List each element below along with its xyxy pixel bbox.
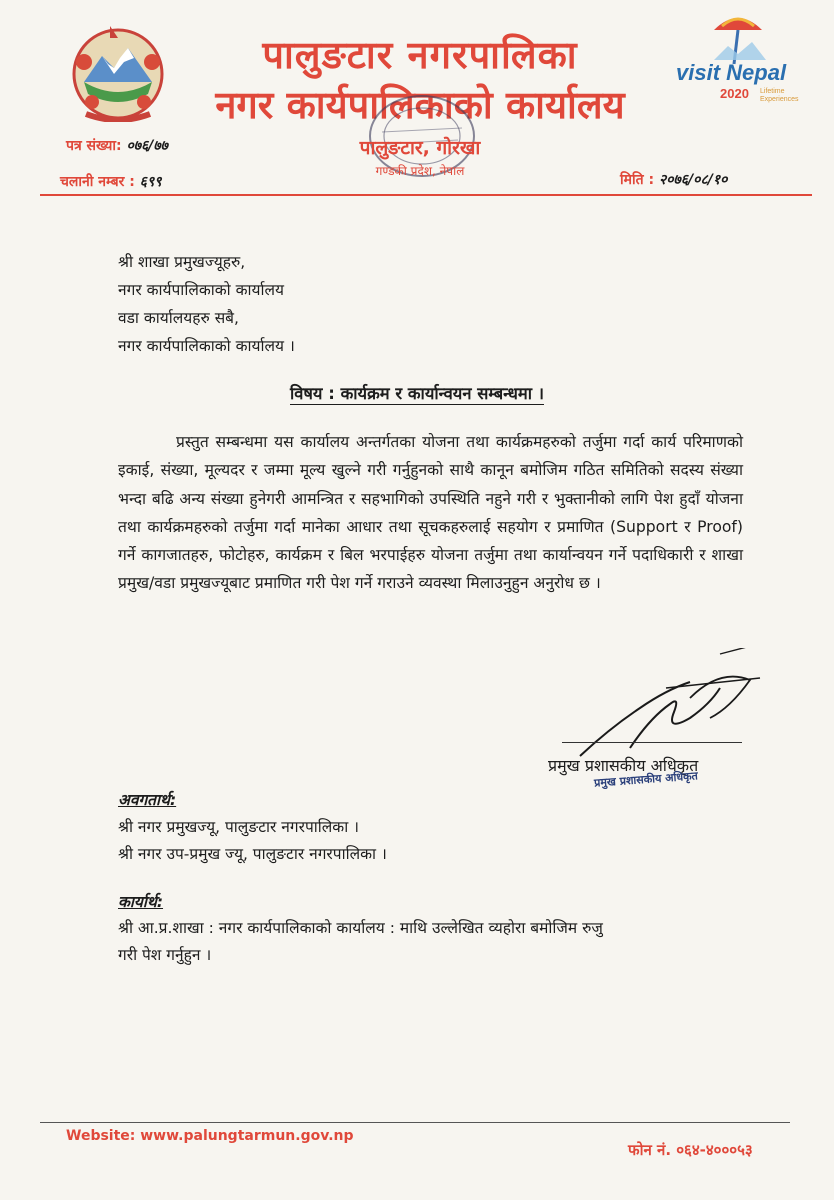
org-name: पालुङटार नगरपालिका bbox=[262, 33, 578, 77]
umbrella-icon bbox=[708, 8, 768, 68]
bodhartha-heading: अवगतार्थ: bbox=[118, 791, 177, 809]
office-name: नगर कार्यपालिकाको कार्यालय bbox=[215, 83, 625, 127]
subject-text: विषय : कार्यक्रम र कार्यान्वयन सम्बन्धमा । bbox=[289, 384, 545, 403]
header-rule bbox=[40, 194, 812, 196]
body-paragraph: प्रस्तुत सम्बन्धमा यस कार्यालय अन्तर्गतका योजना तथा कार्यक्रमहरुको तर्जुमा गर्दा कार्य परिमाणको इकाई, संख्या, मूल्यदर र जम्मा मूल्य खुल्ने गरी गर्नुहुनको साथै कानून बमोजिम गठित समितिको सदस्य संख्या भन्दा बढि अन्य संख्या हुनेगरी आमन्त्रित र सहभागिको उपस्थिति नहुने गरी र भुक्तानीको लागि पेश हुदाँ योजना तथा कार्यक्रमहरुको तर्जुमा गर्दा मानेका आधार तथा सूचकहरुलाई सहयोग र प्रमाणित (Support र Proof) गर्ने कागजातहरु, फोटोहरु, कार्यक्रम र बिल भरपाईहरु योजना तर्जुमा तथा कार्यान्वयन गर्ने पदाधिकारी र शाखा प्रमुख/वडा प्रमुखज्यूबाट प्रमाणित गरी पेश गर्ने गराउने व्यवस्था मिलाउनुहुन अनुरोध छ । bbox=[118, 433, 743, 593]
bodhartha-line: श्री नगर प्रमुखज्यू, पालुङटार नगरपालिका । bbox=[118, 818, 360, 836]
visit-tagline: Lifetime Experiences bbox=[760, 88, 799, 103]
addressee-line: श्री शाखा प्रमुखज्यूहरु, bbox=[118, 253, 246, 271]
miti-label: मिति : bbox=[620, 172, 655, 188]
karyartha-line: श्री आ.प्र.शाखा : नगर कार्यपालिकाको कार्यालय : माथि उल्लेखित व्यहोरा बमोजिम रुजु bbox=[118, 919, 603, 937]
visit-year: 2020 bbox=[720, 86, 749, 101]
chalani-value: ६९९ bbox=[139, 174, 162, 190]
office-place: पालुङटार, गोरखा bbox=[359, 137, 481, 159]
footer-rule bbox=[40, 1122, 790, 1123]
chalani-label: चलानी नम्बर : bbox=[60, 174, 135, 190]
office-province: गण्डकी प्रदेश, नेपाल bbox=[375, 164, 465, 178]
signature-line bbox=[562, 742, 742, 743]
signatory-stamp: प्रमुख प्रशासकीय अधिकृत bbox=[593, 769, 699, 790]
phone-number: फोन नं. ०६४-४०००५३ bbox=[628, 1141, 753, 1159]
patra-label: पत्र संख्या: bbox=[66, 138, 122, 154]
visit-word: visit bbox=[676, 60, 721, 85]
nepal-word: Nepal bbox=[726, 60, 787, 85]
chalani-number bbox=[60, 172, 162, 191]
subject bbox=[0, 381, 834, 404]
addressee-line: नगर कार्यपालिकाको कार्यालय । bbox=[118, 337, 295, 355]
visit-nepal-logo bbox=[668, 8, 818, 108]
patra-sankhya bbox=[66, 136, 168, 155]
patra-value: ०७६/७७ bbox=[126, 138, 168, 154]
miti-value: २०७६/०८/१० bbox=[658, 172, 728, 188]
addressee-line: नगर कार्यपालिकाको कार्यालय bbox=[118, 281, 285, 299]
nepal-emblem-icon bbox=[62, 22, 174, 122]
miti bbox=[620, 170, 727, 189]
bodhartha-line: श्री नगर उप-प्रमुख ज्यू, पालुङटार नगरपालिका । bbox=[118, 845, 387, 863]
karyartha-line: गरी पेश गर्नुहुन । bbox=[118, 946, 212, 964]
karyartha-heading: कार्यार्थ: bbox=[118, 893, 164, 911]
signatory-title: प्रमुख प्रशासकीय अधिकृत bbox=[548, 756, 699, 775]
addressee-line: वडा कार्यालयहरु सबै, bbox=[118, 309, 239, 327]
website-link[interactable]: Website: www.palungtarmun.gov.np bbox=[66, 1128, 354, 1144]
visit-nepal-text bbox=[676, 60, 786, 86]
